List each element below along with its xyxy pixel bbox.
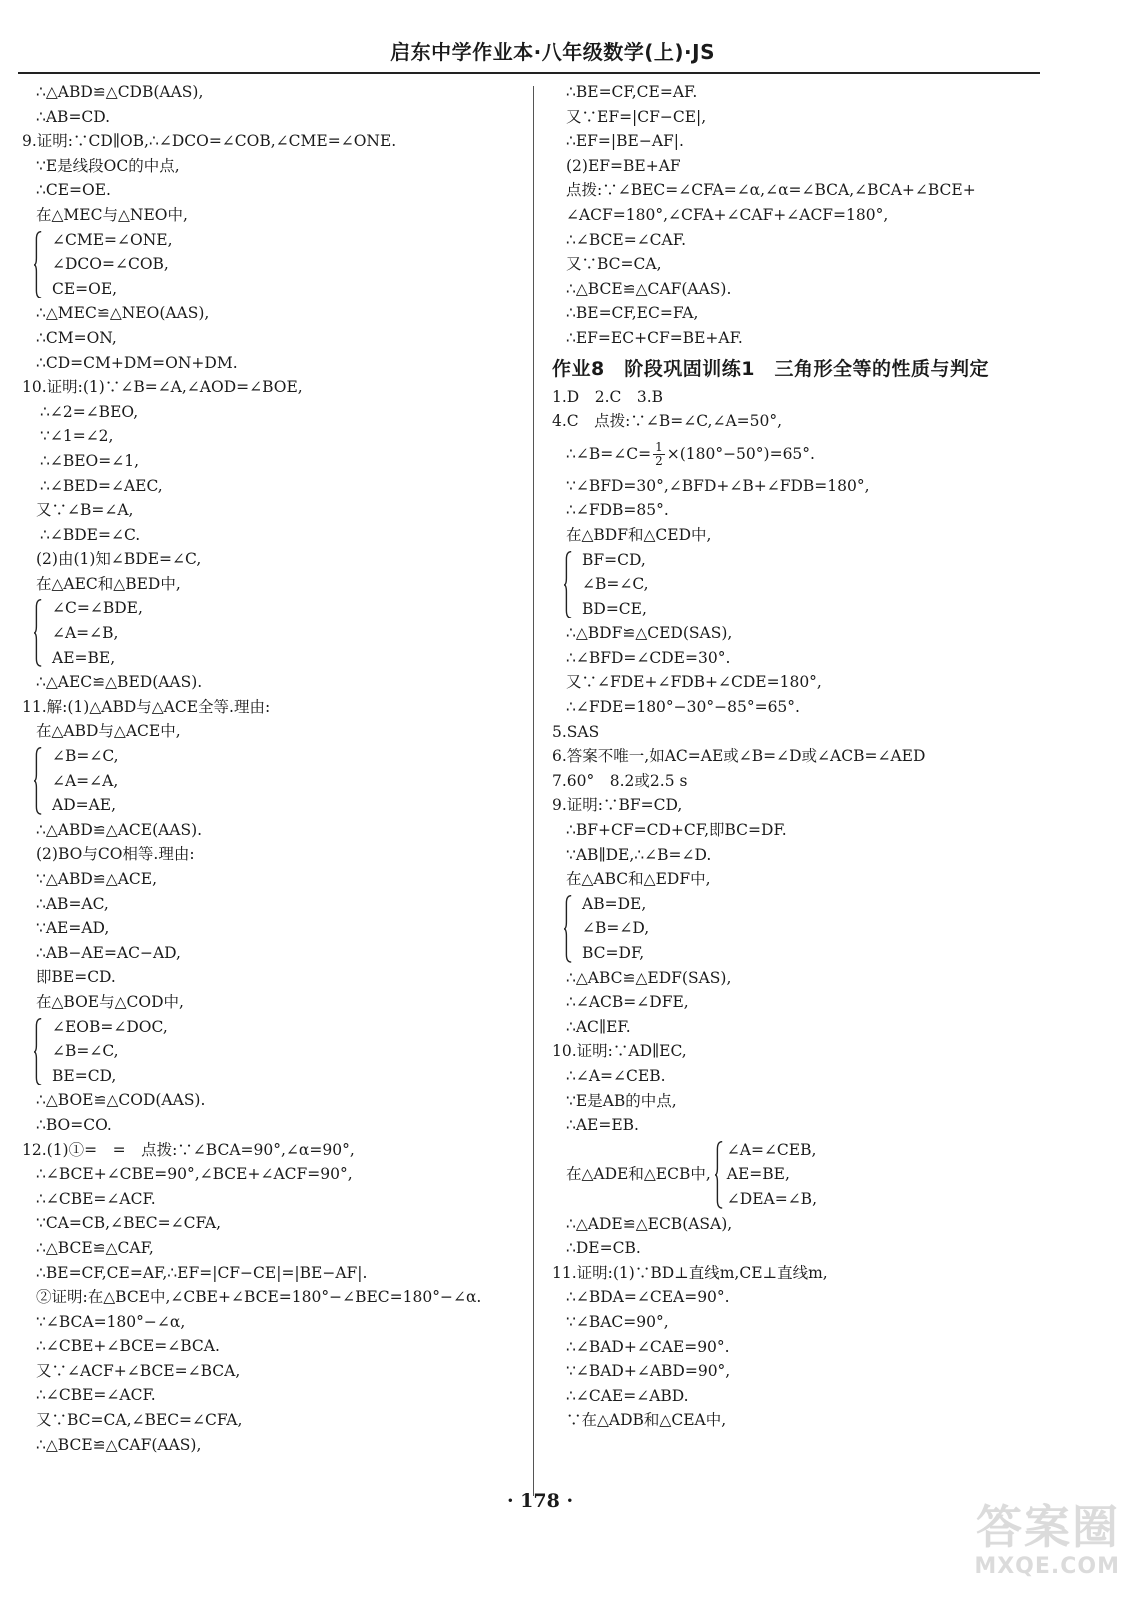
text-line: (2)由(1)知∠BDE=∠C, bbox=[36, 550, 202, 569]
text-line: ∵在△ADB和△CEA中, bbox=[566, 1411, 727, 1430]
problem-9: 9.证明:∵CD∥OB,∴∠DCO=∠COB,∠CME=∠ONE. bbox=[22, 132, 397, 151]
text-line: 在△ABC和△EDF中, bbox=[566, 870, 711, 889]
text-line: 在△AEC和△BED中, bbox=[36, 574, 181, 593]
condition-line: ∠B=∠C, bbox=[582, 575, 649, 594]
text-line: 在△ABD与△ACE中, bbox=[36, 722, 181, 741]
condition-line: ∠CME=∠ONE, bbox=[52, 230, 173, 249]
text-line: ∵CA=CB,∠BEC=∠CFA, bbox=[36, 1214, 221, 1233]
text-segment: 在△ADE和△ECB中, bbox=[566, 1165, 711, 1184]
text-line: ∴△BDF≌△CED(SAS), bbox=[566, 624, 733, 643]
problem-9: 9.证明:∵BF=CD, bbox=[552, 796, 683, 815]
text-segment: ∴∠B=∠C= bbox=[566, 444, 652, 463]
page-header bbox=[18, 28, 1040, 74]
condition-line: ∠B=∠C, bbox=[52, 1042, 119, 1061]
text-line: ∴BE=CF,CE=AF,∴EF=|CF−CE|=|BE−AF|. bbox=[36, 1263, 368, 1282]
text-line: (2)BO与CO相等.理由: bbox=[36, 845, 195, 864]
text-line: ∵∠BAC=90°, bbox=[566, 1312, 669, 1331]
text-line: ∴∠CBE=∠ACF. bbox=[36, 1189, 156, 1208]
text-line: ∵∠BAD+∠ABD=90°, bbox=[566, 1362, 731, 1381]
problem-11: 11.证明:(1)∵BD⊥直线m,CE⊥直线m, bbox=[552, 1263, 828, 1282]
condition-brace bbox=[22, 744, 527, 818]
text-line: ∴△AEC≌△BED(AAS). bbox=[36, 673, 203, 692]
watermark-logo bbox=[940, 1500, 1120, 1596]
text-line: ∴CE=OE. bbox=[36, 181, 111, 200]
text-line: ∴BE=CF,CE=AF. bbox=[566, 83, 698, 101]
watermark-url: MXQE.COM bbox=[974, 1554, 1120, 1579]
watermark-text: 答案圈 bbox=[976, 1500, 1120, 1554]
text-line: ②证明:在△BCE中,∠CBE+∠BCE=180°−∠BEC=180°−∠α. bbox=[36, 1288, 482, 1307]
condition-brace bbox=[22, 1015, 527, 1089]
condition-line: BE=CD, bbox=[52, 1066, 117, 1085]
brace-symbol bbox=[715, 1141, 723, 1209]
text-line: ∴AB=AC, bbox=[36, 894, 109, 913]
text-line: ∴∠BCE+∠CBE=90°,∠BCE+∠ACF=90°, bbox=[36, 1165, 353, 1184]
problem-10: 10.证明:∵AD∥EC, bbox=[552, 1042, 687, 1061]
condition-group bbox=[713, 1138, 817, 1212]
text-line: ∴AB−AE=AC−AD, bbox=[36, 943, 181, 962]
text-line: ∴EF=EC+CF=BE+AF. bbox=[566, 328, 743, 347]
text-line: ∴BF+CF=CD+CF,即BC=DF. bbox=[566, 821, 787, 840]
text-line: ∵∠BCA=180°−∠α, bbox=[36, 1312, 186, 1331]
text-line: ∴∠FDE=180°−30°−85°=65°. bbox=[566, 698, 800, 717]
brace-symbol bbox=[564, 895, 572, 963]
problem-5: 5.SAS bbox=[552, 722, 600, 741]
text-line: ∴∠CBE=∠ACF. bbox=[36, 1386, 156, 1405]
condition-brace bbox=[22, 596, 527, 670]
column-divider bbox=[533, 86, 534, 1496]
text-line: ∠ACF=180°,∠CFA+∠CAF+∠ACF=180°, bbox=[566, 205, 889, 224]
condition-line: AB=DE, bbox=[582, 894, 647, 913]
text-line: ∴△ADE≌△ECB(ASA), bbox=[566, 1214, 733, 1233]
brace-symbol bbox=[34, 599, 42, 667]
text-line: ∴EF=|BE−AF|. bbox=[566, 132, 684, 151]
text-line: ∴△BOE≌△COD(AAS). bbox=[36, 1091, 206, 1110]
text-line: 点拨:∵∠BEC=∠CFA=∠α,∠α=∠BCA,∠BCA+∠BCE+ bbox=[566, 181, 976, 200]
condition-line: ∠EOB=∠DOC, bbox=[52, 1017, 168, 1036]
problem-10: 10.证明:(1)∵∠B=∠A,∠AOD=∠BOE, bbox=[22, 378, 303, 397]
text-line: ∴∠BED=∠AEC, bbox=[40, 476, 163, 495]
text-line: 即BE=CD. bbox=[36, 968, 116, 987]
condition-line: ∠A=∠CEB, bbox=[726, 1140, 817, 1159]
problem-4: 4.C 点拨:∵∠B=∠C,∠A=50°, bbox=[552, 412, 783, 431]
text-line: ∴BE=CF,EC=FA, bbox=[566, 304, 699, 323]
text-line: 在△BOE与△COD中, bbox=[36, 992, 184, 1011]
text-line: ∴∠BFD=∠CDE=30°. bbox=[566, 648, 731, 667]
fraction bbox=[653, 441, 665, 468]
text-line: ∴∠BDA=∠CEA=90°. bbox=[566, 1288, 730, 1307]
text-line: 在△MEC与△NEO中, bbox=[36, 205, 188, 224]
text-line: 又∵∠FDE+∠FDB+∠CDE=180°, bbox=[566, 673, 822, 692]
answers-1-3: 1.D 2.C 3.B bbox=[552, 387, 664, 406]
text-line: ∴△ABD≌△CDB(AAS), bbox=[36, 83, 204, 101]
condition-line: AE=BE, bbox=[52, 648, 116, 667]
text-line: 又∵BC=CA,∠BEC=∠CFA, bbox=[36, 1411, 243, 1430]
text-line: ∴∠2=∠BEO, bbox=[40, 402, 139, 421]
condition-brace bbox=[22, 228, 527, 302]
problem-6: 6.答案不唯一,如AC=AE或∠B=∠D或∠ACB=∠AED bbox=[552, 747, 926, 766]
text-line: ∴CD=CM+DM=ON+DM. bbox=[36, 353, 238, 372]
text-line: ∴∠BAD+∠CAE=90°. bbox=[566, 1337, 730, 1356]
text-line: ∵E是线段OC的中点, bbox=[36, 156, 180, 175]
brace-symbol bbox=[34, 231, 42, 299]
problem-12: 12.(1)①= = 点拨:∵∠BCA=90°,∠α=90°, bbox=[22, 1140, 355, 1159]
fraction-line bbox=[552, 434, 1037, 474]
problem-7-8: 7.60° 8.2或2.5 s bbox=[552, 771, 688, 790]
condition-line: ∠DEA=∠B, bbox=[726, 1189, 817, 1208]
text-line: ∴BO=CO. bbox=[36, 1115, 112, 1134]
condition-brace bbox=[552, 892, 1037, 966]
condition-line: ∠B=∠D, bbox=[582, 919, 650, 938]
text-line: ∵AE=AD, bbox=[36, 919, 110, 938]
brace-symbol bbox=[564, 551, 572, 619]
text-line: ∴∠BCE=∠CAF. bbox=[566, 230, 686, 249]
condition-line: AE=BE, bbox=[726, 1165, 790, 1184]
text-line: 在△BDF和△CED中, bbox=[566, 525, 712, 544]
brace-symbol bbox=[34, 1018, 42, 1086]
condition-line: CE=OE, bbox=[52, 279, 118, 298]
condition-line: ∠A=∠A, bbox=[52, 771, 119, 790]
text-line: 又∵∠B=∠A, bbox=[36, 501, 134, 520]
text-line: ∴△MEC≌△NEO(AAS), bbox=[36, 304, 210, 323]
text-line: ∴△BCE≌△CAF, bbox=[36, 1238, 154, 1257]
section-title: 作业8 阶段巩固训练1 三角形全等的性质与判定 bbox=[552, 357, 989, 380]
text-line: ∵E是AB的中点, bbox=[566, 1091, 677, 1110]
condition-brace bbox=[552, 548, 1037, 622]
text-line: 又∵∠ACF+∠BCE=∠BCA, bbox=[36, 1361, 241, 1380]
text-line: ∴△BCE≌△CAF(AAS), bbox=[36, 1435, 202, 1454]
problem-11: 11.解:(1)△ABD与△ACE全等.理由: bbox=[22, 697, 271, 716]
fraction-numerator: 1 bbox=[655, 440, 663, 455]
text-line: ∴DE=CB. bbox=[566, 1239, 641, 1258]
condition-line: ∠A=∠B, bbox=[52, 624, 119, 643]
text-line: ∴△ABD≌△ACE(AAS). bbox=[36, 820, 203, 839]
inline-condition-brace bbox=[552, 1138, 1037, 1212]
text-line: 又∵BC=CA, bbox=[566, 255, 662, 274]
right-column bbox=[552, 80, 1037, 1490]
text-line: (2)EF=BE+AF bbox=[566, 156, 681, 175]
text-line: ∴△ABC≌△EDF(SAS), bbox=[566, 968, 732, 987]
header-title: 启东中学作业本·八年级数学(上)·JS bbox=[390, 40, 715, 64]
text-line: ∴AE=EB. bbox=[566, 1116, 639, 1135]
text-line: ∵△ABD≌△ACE, bbox=[36, 870, 157, 888]
text-line: 又∵EF=|CF−CE|, bbox=[566, 107, 707, 126]
condition-line: AD=AE, bbox=[52, 796, 117, 815]
condition-line: ∠DCO=∠COB, bbox=[52, 255, 169, 274]
text-line: ∴∠BEO=∠1, bbox=[40, 451, 140, 470]
text-line: ∴∠A=∠CEB. bbox=[566, 1066, 666, 1085]
text-line: ∵AB∥DE,∴∠B=∠D. bbox=[566, 845, 712, 864]
text-line: ∴AB=CD. bbox=[36, 107, 111, 126]
condition-line: BD=CE, bbox=[582, 599, 647, 618]
condition-line: ∠C=∠BDE, bbox=[52, 599, 143, 618]
condition-line: BF=CD, bbox=[582, 550, 646, 569]
text-line: ∴AC∥EF. bbox=[566, 1017, 631, 1036]
text-line: ∴∠CAE=∠ABD. bbox=[566, 1386, 689, 1405]
text-line: ∵∠BFD=30°,∠BFD+∠B+∠FDB=180°, bbox=[566, 476, 870, 495]
brace-symbol bbox=[34, 747, 42, 815]
text-line: ∴∠ACB=∠DFE, bbox=[566, 993, 689, 1012]
text-line: ∴∠FDB=85°. bbox=[566, 501, 669, 520]
text-line: ∵∠1=∠2, bbox=[40, 427, 114, 446]
text-segment: ×(180°−50°)=65°. bbox=[666, 444, 815, 463]
text-line: ∴△BCE≌△CAF(AAS). bbox=[566, 279, 732, 298]
left-column bbox=[22, 80, 527, 1490]
page-number: · 178 · bbox=[506, 1490, 574, 1512]
text-line: ∴∠CBE+∠BCE=∠BCA. bbox=[36, 1337, 220, 1356]
fraction-denominator: 2 bbox=[655, 454, 663, 469]
condition-line: BC=DF, bbox=[582, 944, 645, 962]
text-line: ∴CM=ON, bbox=[36, 328, 117, 347]
text-line: ∴∠BDE=∠C. bbox=[40, 525, 141, 544]
condition-line: ∠B=∠C, bbox=[52, 747, 119, 766]
